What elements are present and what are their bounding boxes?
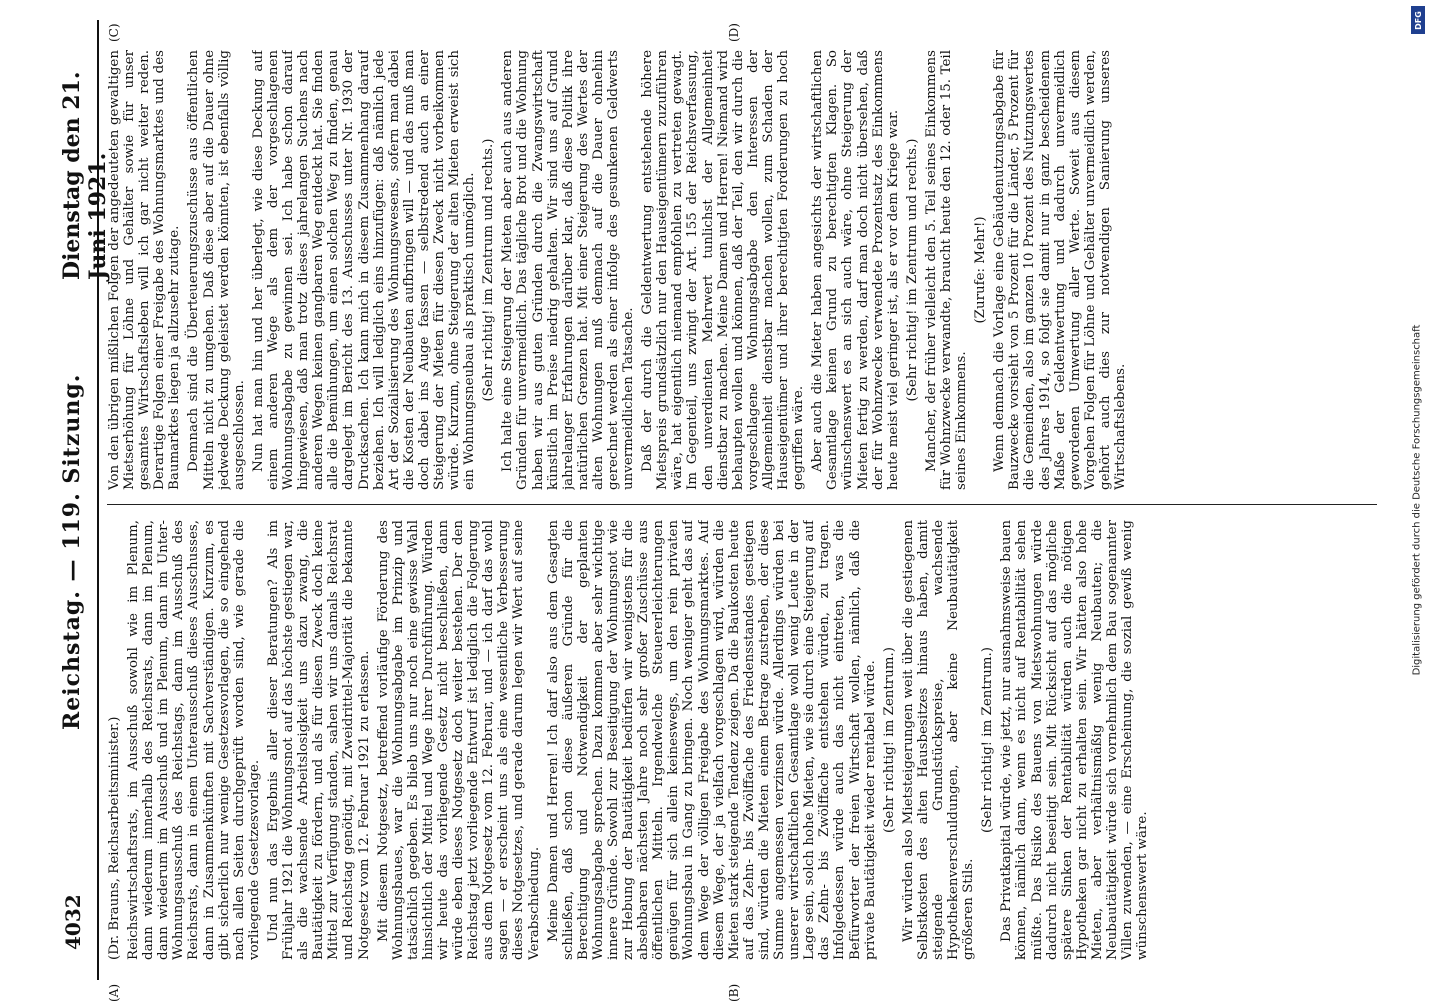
- interjection: (Sehr richtig! im Zentrum und rechts.): [904, 138, 920, 402]
- paragraph: Ich halte eine Steigerung der Mieten aber auch aus anderen Gründen für unvermeidlich. Das tägliche Brot und die Wohnung haben wir aus guten Gründen durch die Zwangswirtschaft künstlich im Preise niedrig gehalten. Wir sind uns auf Grund jahrelanger Erfahrungen darüber klar, daß diese Politik ihre natürlichen Grenzen hat. Mit einer Steigerung des Wertes der alten Wohnungen muß demnach auf die Dauer ohnehin gerechnet werden als einer infolge des gesunkenen Geldwerts unvermeidlichen Tatsache.: [500, 50, 637, 490]
- margin-marker-c: (C): [107, 23, 121, 42]
- margin-marker-d: (D): [727, 23, 741, 42]
- paragraph: Meine Damen und Herren! Ich darf also aus dem Gesagten schließen, daß schon diese äußeren Gründe für die Berechtigung und Notwendigkeit der geplanten Wohnungsabgabe sprechen. Dazu kommen aber sehr wichtige innere Gründe. Sowohl zur Beseitigung der Wohnungsnot wie zur Hebung der Bautätigkeit bedürfen wir wenigstens für die absehbaren nächsten Jahre noch sehr großer Zuschüsse aus öffentlichen Mitteln. Irgendwelche Steuererleichterungen genügen für sich allein keineswegs, um den rein privaten Wohnungsbau in Gang zu bringen. Noch weniger geht das auf dem Wege der völligen Freigabe des Wohnungsmarktes. Auf diesem Wege, der ja vielfach vorgeschlagen wird, würden die Mieten stark steigende Tendenz zeigen. Da die Baukosten heute auf das Zehn- bis Zwölffache des Friedensstandes gestiegen sind, würden die Mieten einem Betrage zustreben, der diese Summe angemessen verzinsen würde. Allerdings würden bei unserer wirtschaftlichen Gesamtlage wohl wenig Leute in der Lage sein, solch hohe Mieten, wie sie durch eine Steigerung auf das Zehn- bis Zwölffache entstehen würden, zu tragen. Infolgedessen würde auch das nicht eintreten, was die Befürworter der freien Wirtschaft wollen, nämlich, daß die private Bautätigkeit wieder rentabel würde.: [545, 520, 878, 960]
- page-title: Reichstag. — 119. Sitzung.: [59, 373, 85, 730]
- page-header: [47, 20, 111, 980]
- paragraph: Reichswirtschaftsrats, im Ausschuß sowohl wie im Plenum, dann wiederum innerhalb des Reichsrats, dann im Plenum, dann wiederum im Ausschuß und im Plenum, dann im Unter-Wohnungsausschuß des Reichstags, dann im Ausschuß des Reichsrats, dann in einem Unterausschuß dieses Ausschusses, dann in Zusammenkünften mit Sachverständigen. Kurzum, es gibt sicherlich nur wenige Gesetzesvorlagen, die so eingehend nach allen Seiten durchgeprüft worden sind, wie gerade die vorliegende Gesetzesvorlage.: [126, 520, 262, 960]
- dfg-logo-text: DFG: [1413, 10, 1423, 30]
- margin-marker-b: (B): [727, 983, 741, 1002]
- paragraph: Demnach sind die Überteuerungszuschüsse aus öffentlichen Mitteln nicht zu umgehen. Daß diese aber auf die Dauer ohne jedwede Deckung geleistet werden könnten, ist ebenfalls völlig ausgeschlossen.: [186, 50, 247, 490]
- paragraph: Aber auch die Mieter haben angesichts der wirtschaftlichen Gesamtlage keinen Grund zu berechtigten Klagen. So wünschenswert es an sich auch wäre, ohne Steigerung der Mieten fertig zu werden, darf man doch nicht übersehen, daß der für Wohnzwecke verwendete Prozentsatz des Einkommens heute meist viel geringer ist, als er vor dem Kriege war.: [810, 50, 901, 490]
- paragraph: Und nun das Ergebnis aller dieser Beratungen? Als im Frühjahr 1921 die Wohnungsnot auf das höchste gestiegen war, als die wachsende Arbeitslosigkeit uns dazu zwang, die Bautätigkeit zu fördern, und als für diesen Zweck doch keine Mittel zur Verfügung standen, sahen wir uns damals Reichsrat und Reichstag genötigt, mit Zweidrittel-Majorität die bekannte Notgesetz vom 12. Februar 1921 zu erlassen.: [265, 520, 372, 960]
- page-number: 4032: [61, 894, 85, 950]
- paragraph: Mit diesem Notgesetz, betreffend vorläufige Förderung des Wohnungsbaues, war die Wohnungsabgabe im Prinzip und tatsächlich gegeben. Es blieb uns nur noch eine gewisse Wahl hinsichtlich der Mittel und Wege ihrer Durchführung. Würden wir heute das vorliegende Gesetz nicht beschließen, dann würde eben dieses Notgesetz doch weiter bestehen. Der den Reichstag jetzt vorliegende Entwurf ist lediglich die Folgerung aus dem Notgesetz vom 12. Februar, und — ich darf das wohl sagen — er erscheint uns als eine wesentliche Verbesserung dieses Notgesetzes, und gerade darum legen wir Wert auf seine Verabschiedung.: [375, 520, 542, 960]
- right-column: [107, 50, 1377, 490]
- margin-marker-a: (A): [107, 983, 121, 1002]
- column-divider: [107, 504, 1377, 505]
- paragraph: Von den übrigen mißlichen Folgen der angedeuteten gewaltigen Mietserhöhung für Löhne und Gehälter sowie für unser gesamtes Wirtschaftsleben will ich gar nicht weiter reden. Derartige Folgen einer Freigabe des Wohnungsmarktes und des Baumarktes liegen ja allzusehr zutage.: [107, 50, 183, 490]
- interjection: (Sehr richtig! im Zentrum.): [881, 647, 897, 833]
- digitization-credit: Digitalisierung gefördert durch die Deutsche Forschungsgemeinschaft: [1411, 324, 1423, 676]
- paragraph: Mancher, der früher vielleicht den 5. Teil seines Einkommens für Wohnzwecke verwandte, braucht heute den 12. oder 15. Teil seines Einkommens.: [923, 50, 970, 490]
- dfg-logo: [1411, 6, 1425, 34]
- paragraph: Wenn demnach die Vorlage eine Gebäudenutzungsabgabe für Bauzwecke vorsieht von 5 Prozent für die Länder, 5 Prozent für die Gemeinden, also im ganzen 10 Prozent des Nutzungswertes des Jahres 1914, so folgt sie damit nur in ganz bescheidenem Maße der Geldentwertung und dadurch unvermeidlich gewordenen Umwertung aller Werte. Soweit aus diesem Vorgehen Folgen für Löhne und Gehälter unvermeidlich werden, gehört auch dies zur notwendigen Sanierung unseres Wirtschaftslebens.: [992, 50, 1128, 490]
- paragraph: Nun hat man hin und her überlegt, wie diese Deckung auf einem anderen Wege als dem der vorgeschlagenen Wohnungsabgabe zu gewinnen sei. Ich habe schon darauf hingewiesen, daß man trotz dieses jahrelangen Suchens nach anderen Wegen keinen gangbaren Weg entdeckt hat. Sie finden alle die Bemühungen, um einen solchen Weg zu finden, genau dargelegt im Bericht des 13. Ausschusses unter Nr. 1930 der Drucksachen. Ich kann mich in diesem Zusammenhang darauf beziehen. Ich will lediglich eins hinzufügen: daß nämlich jede Art der Sozialisierung des Wohnungswesens, sofern man dabei die Kosten der Neubauten aufbringen will — und das muß man doch dabei ins Auge fassen — selbstredend auch an einer Steigerung der Mieten für diesen Zweck nicht vorbeikommen würde. Kurzum, ohne Steigerung der alten Mieten erweist sich ein Wohnungsneubau als praktisch unmöglich.: [250, 50, 478, 490]
- interjection: (Sehr richtig! im Zentrum.): [980, 647, 996, 833]
- speaker-note: (Dr. Brauns, Reichsarbeitsminister.): [107, 716, 122, 960]
- interjection: (Zurufe: Mehr!): [973, 216, 989, 324]
- paragraph: Daß der durch die Geldentwertung entstehende höhere Mietspreis grundsätzlich nur den Hauseigentümern zuzuführen wäre, hat eigentlich niemand empfohlen zu vertreten gewagt. Im Gegenteil, uns zwingt der Art. 155 der Reichsverfassung, den unverdienten Mehrwert tunlichst der Allgemeinheit dienstbar zu machen. Meine Damen und Herren! Niemand wird behaupten wollen und können, daß der Teil, den wir durch die vorgeschlagene Wohnungsabgabe den Interessen der Allgemeinheit dienstbar machen wollen, zum Schaden der Hauseigentümer und ihrer berechtigten Forderungen zu hoch gegriffen wäre.: [640, 50, 807, 490]
- interjection: (Sehr richtig! im Zentrum und rechts.): [481, 138, 497, 402]
- paragraph: Wir würden also Mietsteigerungen weit über die gestiegenen Selbstkosten des alten Hausbesitzes hinaus haben, damit steigende Grundstückspreise, wachsende Hypothekenverschuldungen, aber keine Neubautätigkeit größeren Stils.: [900, 520, 977, 960]
- page-date: Dienstag den 21. Juni 1921.: [59, 71, 111, 280]
- left-column: [107, 520, 1377, 960]
- paragraph: Das Privatkapital würde, wie jetzt, nur ausnahmsweise bauen können, nämlich dann, wenn es nicht auf Rentabilität sehen müßte. Das Risiko des Bauens von Mietswohnungen würde dadurch nicht beseitigt sein. Mit Rücksicht auf das mögliche spätere Sinken der Rentabilität würden auch die nötigen Hypotheken gar nicht zu erhalten sein. Wir hätten also hohe Mieten, aber verhältnismäßig wenig Neubauten; die Neubautätigkeit würde sich vornehmlich dem Bau sogenannter Villen zuwenden, — eine Erscheinung, die sozial gewiß wenig wünschenswert wäre.: [999, 520, 1151, 960]
- rotated-page: [47, 20, 1387, 1002]
